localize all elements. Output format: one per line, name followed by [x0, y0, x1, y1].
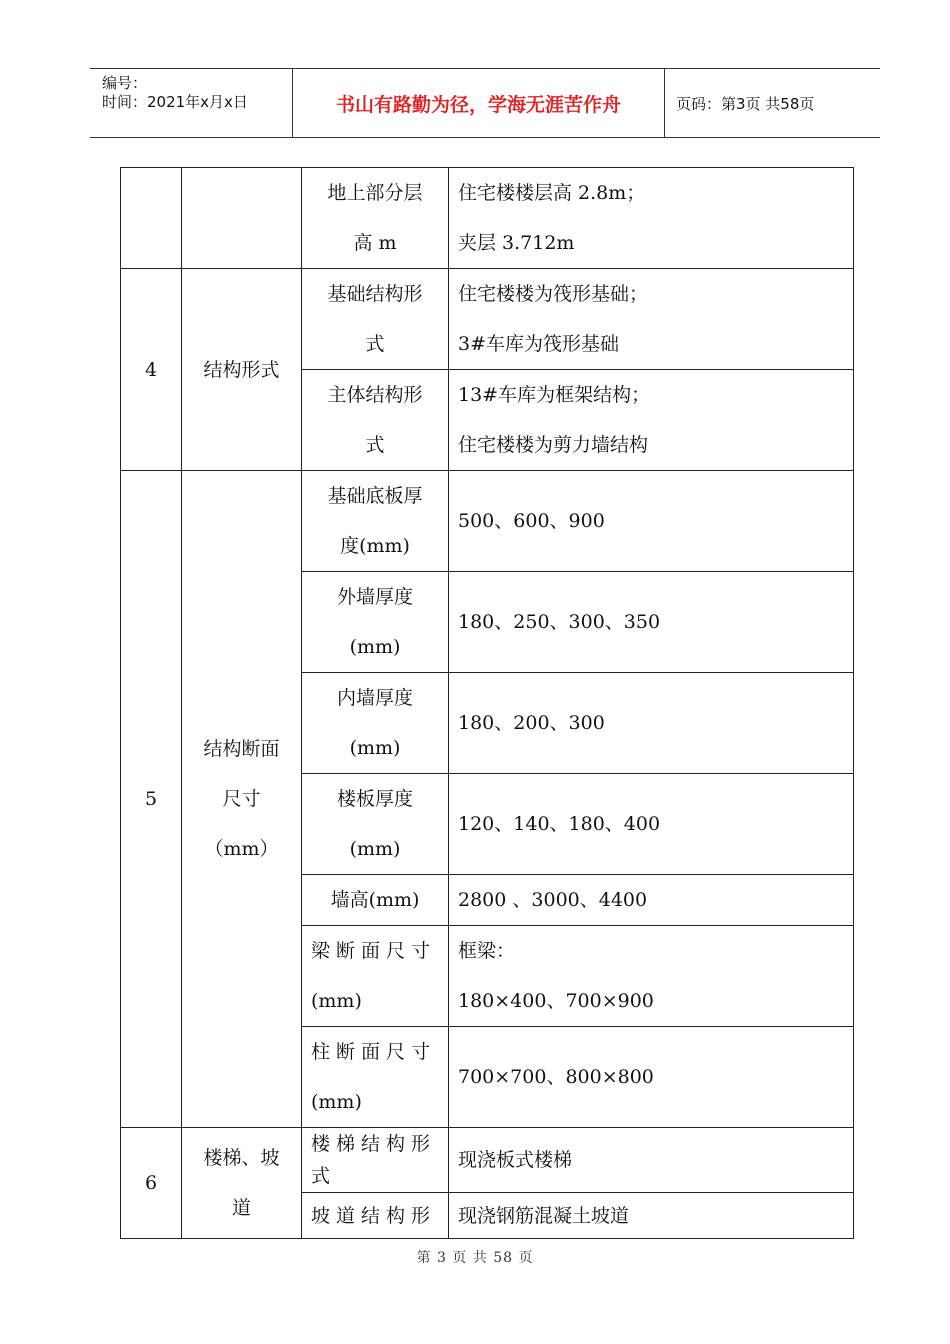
category-cell: 楼梯、坡 道 [182, 1128, 302, 1239]
value-cell: 框梁： 180×400、700×900 [449, 926, 854, 1027]
item-cell: 主体结构形 式 [302, 370, 449, 471]
code-label: 编号： [102, 74, 148, 92]
category-cell: 结构断面 尺寸 （mm） [182, 471, 302, 1128]
page-info: 页码：第3页 共58页 [676, 94, 815, 113]
table-row [121, 168, 854, 269]
table-row [121, 1128, 854, 1193]
item-cell: 坡道结构形 [302, 1193, 449, 1239]
category-cell: 结构形式 [182, 269, 302, 471]
item-cell: 地上部分层 高 m [302, 168, 449, 269]
table-row [121, 269, 854, 370]
num-cell: 6 [121, 1128, 182, 1239]
item-cell: 墙高(mm) [302, 875, 449, 926]
num-cell: 5 [121, 471, 182, 1128]
structure-table [120, 167, 854, 1239]
table-row [121, 471, 854, 572]
value-cell: 120、140、180、400 [449, 774, 854, 875]
header-meta [90, 69, 293, 137]
value-cell: 180、250、300、350 [449, 572, 854, 673]
value-cell: 180、200、300 [449, 673, 854, 774]
header-motto-cell [293, 69, 665, 137]
value-cell: 2800 、3000、4400 [449, 875, 854, 926]
value-cell: 500、600、900 [449, 471, 854, 572]
num-cell: 4 [121, 269, 182, 471]
item-cell: 外墙厚度 (mm) [302, 572, 449, 673]
value-cell: 住宅楼楼层高 2.8m； 夹层 3.712m [449, 168, 854, 269]
item-cell: 基础底板厚 度(mm) [302, 471, 449, 572]
value-cell: 现浇钢筋混凝土坡道 [449, 1193, 854, 1239]
page-header [90, 68, 880, 138]
item-cell: 楼板厚度 (mm) [302, 774, 449, 875]
motto: 书山有路勤为径，学海无涯苦作舟 [335, 93, 621, 116]
item-cell: 基础结构形 式 [302, 269, 449, 370]
page-footer: 第 3 页 共 58 页 [416, 1250, 534, 1266]
item-cell: 内墙厚度 (mm) [302, 673, 449, 774]
num-cell [121, 168, 182, 269]
time-label: 时间：2021年x月x日 [102, 93, 248, 111]
item-cell: 楼梯结构形 式 [302, 1128, 449, 1193]
item-cell: 梁断面尺寸 (mm) [302, 926, 449, 1027]
value-cell: 700×700、800×800 [449, 1027, 854, 1128]
header-page-cell [666, 69, 880, 137]
category-cell [182, 168, 302, 269]
value-cell: 现浇板式楼梯 [449, 1128, 854, 1193]
value-cell: 13#车库为框架结构； 住宅楼楼为剪力墙结构 [449, 370, 854, 471]
value-cell: 住宅楼楼为筏形基础； 3#车库为筏形基础 [449, 269, 854, 370]
item-cell: 柱断面尺寸 (mm) [302, 1027, 449, 1128]
